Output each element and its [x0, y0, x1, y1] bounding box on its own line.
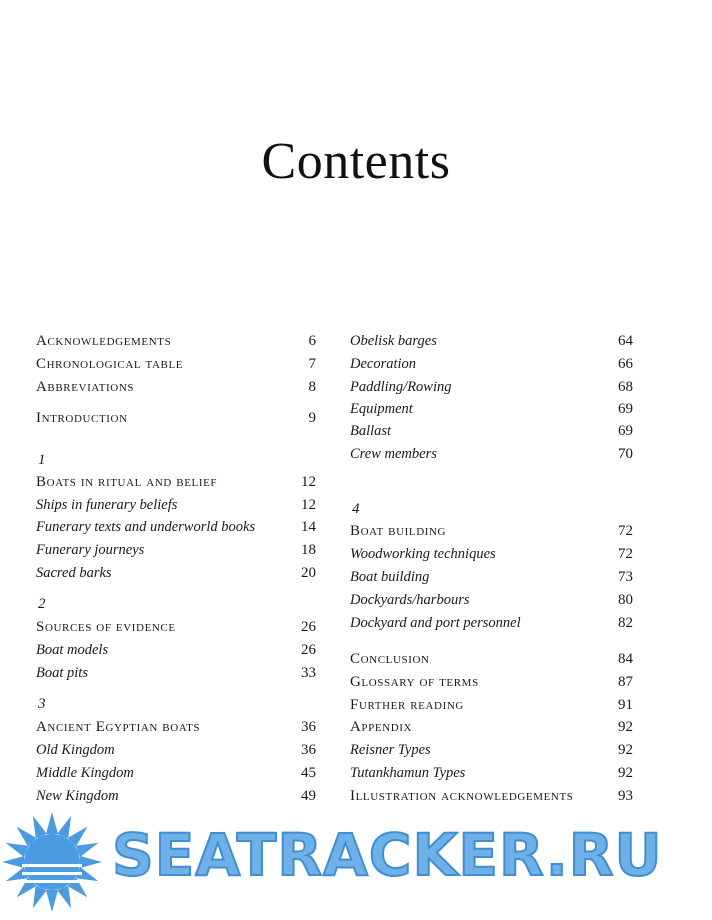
toc-entry-label: Funerary texts and underworld books	[36, 519, 256, 535]
toc-entry-label: Crew members	[350, 446, 437, 462]
toc-entry-page: 68	[618, 379, 633, 395]
toc-entry-label: Old Kingdom	[36, 742, 115, 758]
toc-entry[interactable]	[36, 539, 316, 561]
toc-entry-label: Glossary of terms	[350, 674, 479, 690]
toc-entry-page: 26	[301, 619, 316, 635]
toc-entry-page: 33	[301, 665, 316, 681]
toc-entry-label: Illustration acknowledgements	[350, 788, 574, 804]
toc-entry[interactable]	[36, 662, 316, 684]
toc-entry[interactable]	[350, 671, 633, 693]
toc-entry-page: 72	[618, 523, 633, 539]
toc-entry-label: New Kingdom	[36, 788, 119, 804]
toc-entry-page: 87	[618, 674, 633, 690]
toc-entry-page: 64	[618, 333, 633, 349]
toc-entry-label: Introduction	[36, 410, 128, 426]
toc-entry[interactable]	[350, 543, 633, 565]
toc-entry-label: Equipment	[350, 401, 413, 417]
toc-entry-page: 20	[301, 565, 316, 581]
toc-entry[interactable]	[350, 330, 633, 352]
toc-entry-page: 92	[618, 742, 633, 758]
toc-entry[interactable]	[350, 762, 633, 784]
toc-entry-label: Ships in funerary beliefs	[36, 497, 178, 513]
toc-entry-label: Dockyard and port personnel	[350, 615, 521, 631]
toc-entry[interactable]	[36, 471, 316, 493]
toc-entry[interactable]	[350, 520, 633, 542]
toc-entry-label: Sacred barks	[36, 565, 112, 581]
toc-entry-page: 12	[301, 497, 316, 513]
toc-entry-label: Boats in ritual and belief	[36, 474, 218, 490]
section-number: 2	[38, 596, 46, 612]
toc-entry-label: Boat building	[350, 523, 447, 539]
toc-entry-label: Ballast	[350, 423, 392, 439]
toc-entry[interactable]	[36, 516, 316, 538]
toc-entry-label: Funerary journeys	[36, 542, 145, 558]
toc-entry-label: Chronological table	[36, 356, 184, 372]
toc-entry[interactable]	[36, 407, 316, 429]
page-title: Contents	[261, 133, 451, 190]
toc-entry[interactable]	[36, 562, 316, 584]
toc-entry-page: 84	[618, 651, 633, 667]
toc-entry[interactable]	[36, 494, 316, 516]
toc-entry-page: 66	[618, 356, 633, 372]
toc-entry[interactable]	[350, 589, 633, 611]
toc-entry-label: Ancient Egyptian boats	[36, 719, 201, 735]
toc-entry-page: 70	[618, 446, 633, 462]
toc-entry-page: 36	[301, 742, 316, 758]
toc-entry[interactable]	[36, 716, 316, 738]
section-number: 4	[352, 501, 360, 517]
toc-entry[interactable]	[36, 330, 316, 352]
toc-entry[interactable]	[350, 376, 633, 398]
toc-entry-page: 72	[618, 546, 633, 562]
toc-entry[interactable]	[36, 785, 316, 807]
toc-entry[interactable]	[36, 353, 316, 375]
toc-entry-page: 93	[618, 788, 633, 804]
toc-entry-page: 26	[301, 642, 316, 658]
toc-entry[interactable]	[36, 376, 316, 398]
toc-entry-page: 9	[308, 410, 316, 426]
toc-entry-page: 49	[301, 788, 316, 804]
toc-entry-page: 73	[618, 569, 633, 585]
toc-entry-label: Conclusion	[350, 651, 430, 667]
toc-entry-label: Boat building	[350, 569, 430, 585]
toc-entry[interactable]	[350, 785, 633, 807]
toc-entry-label: Sources of evidence	[36, 619, 176, 635]
toc-entry-label: Obelisk barges	[350, 333, 437, 349]
toc-entry-page: 12	[301, 474, 316, 490]
toc-entry-page: 18	[301, 542, 316, 558]
toc-entry-label: Reisner Types	[350, 742, 431, 758]
section-number: 3	[38, 696, 46, 712]
section-number: 1	[38, 452, 46, 468]
toc-entry-label: Acknowledgements	[36, 333, 172, 349]
toc-entry[interactable]	[36, 639, 316, 661]
toc-entry-page: 82	[618, 615, 633, 631]
toc-entry[interactable]	[36, 762, 316, 784]
toc-entry-page: 7	[308, 356, 316, 372]
toc-entry[interactable]	[350, 694, 633, 716]
toc-entry-label: Decoration	[350, 356, 417, 372]
toc-entry-label: Tutankhamun Types	[350, 765, 466, 781]
toc-entry-page: 92	[618, 719, 633, 735]
toc-entry[interactable]	[350, 566, 633, 588]
toc-entry[interactable]	[350, 716, 633, 738]
toc-entry-label: Dockyards/harbours	[350, 592, 470, 608]
toc-entry-label: Abbreviations	[36, 379, 135, 395]
toc-entry-page: 69	[618, 401, 633, 417]
toc-entry-label: Further reading	[350, 697, 464, 713]
toc-entry[interactable]	[350, 739, 633, 761]
watermark-text: SEATRACKER.RU	[112, 821, 663, 889]
toc-entry-label: Paddling/Rowing	[350, 379, 452, 395]
toc-entry-page: 6	[308, 333, 316, 349]
toc-entry[interactable]	[350, 398, 633, 420]
toc-entry-page: 36	[301, 719, 316, 735]
toc-entry[interactable]	[36, 739, 316, 761]
toc-entry-label: Boat models	[36, 642, 109, 658]
toc-entry[interactable]	[350, 353, 633, 375]
toc-entry-label: Appendix	[350, 719, 413, 735]
toc-entry-page: 69	[618, 423, 633, 439]
toc-entry[interactable]	[350, 612, 633, 634]
toc-entry[interactable]	[36, 616, 316, 638]
toc-entry-page: 14	[301, 519, 316, 535]
toc-entry-page: 8	[308, 379, 316, 395]
toc-entry[interactable]	[350, 443, 633, 465]
toc-entry-label: Boat pits	[36, 665, 88, 681]
toc-entry[interactable]	[350, 420, 633, 442]
toc-entry[interactable]	[350, 648, 633, 670]
toc-entry-label: Woodworking techniques	[350, 546, 496, 562]
toc-entry-page: 91	[618, 697, 633, 713]
toc-entry-page: 45	[301, 765, 316, 781]
toc-entry-page: 92	[618, 765, 633, 781]
toc-entry-label: Middle Kingdom	[36, 765, 134, 781]
toc-entry-page: 80	[618, 592, 633, 608]
